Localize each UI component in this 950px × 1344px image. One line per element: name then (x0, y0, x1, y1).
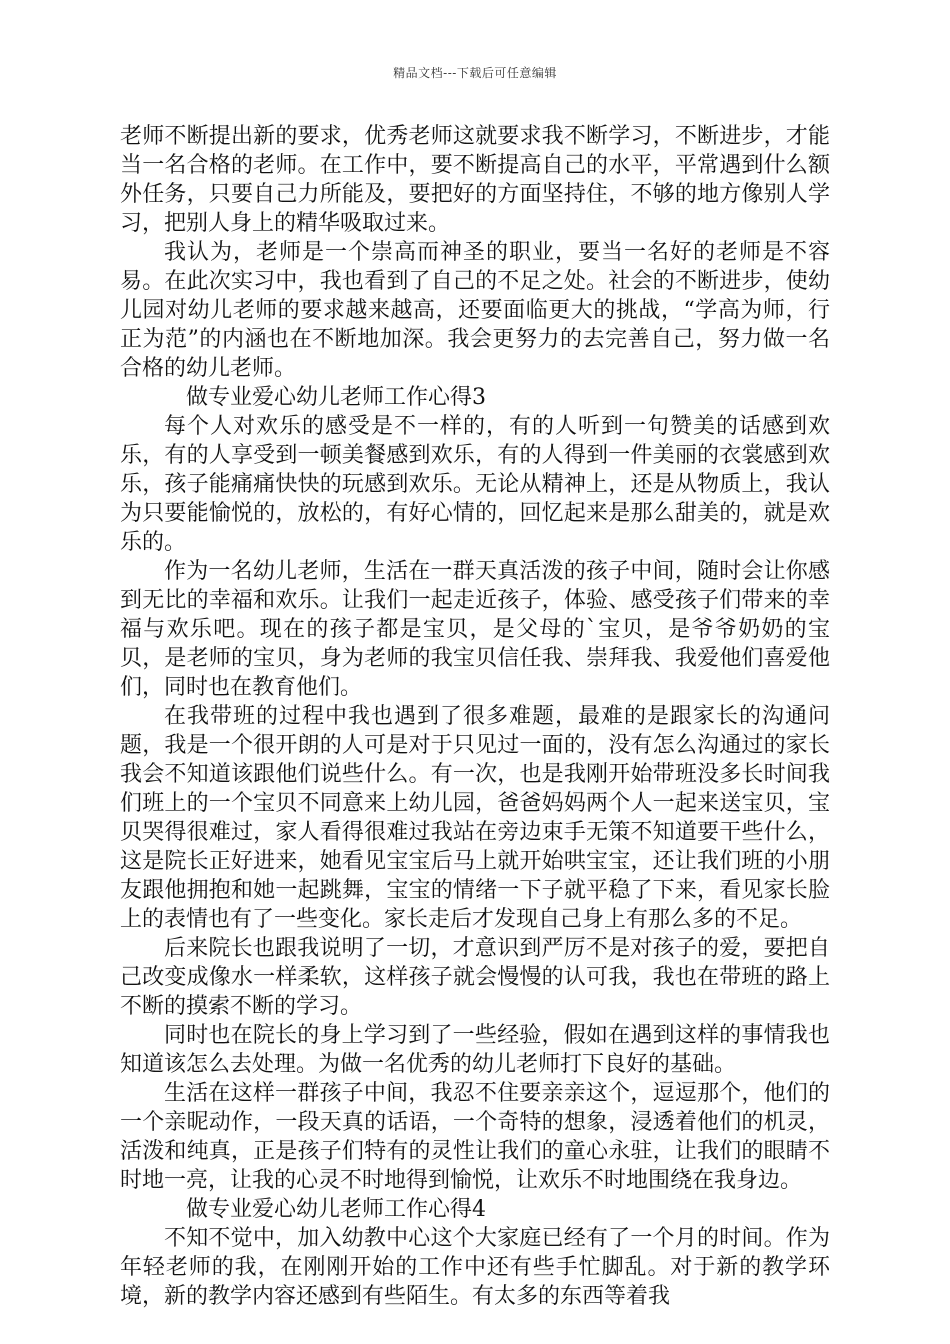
paragraph: 每个人对欢乐的感受是不一样的，有的人听到一句赞美的话感到欢乐，有的人享受到一顿美餐感到欢乐，有的人得到一件美丽的衣裳感到欢乐，孩子能痛痛快快的玩感到欢乐。无论从精神上，还是从物质上，我认为只要能愉悦的，放松的，有好心情的，回忆起来是那么甜美的，就是欢乐的。 (120, 414, 830, 555)
page-header: 精品文档---下载后可任意编辑 (393, 66, 557, 80)
paragraph: 在我带班的过程中我也遇到了很多难题，最难的是跟家长的沟通问题，我是一个很开朗的人可是对于只见过一面的，没有怎么沟通过的家长我会不知道该跟他们说些什么。有一次，也是我刚开始带班没多长时间我们班上的一个宝贝不同意来上幼儿园，爸爸妈妈两个人一起来送宝贝，宝贝哭得很难过，家人看得很难过我站在旁边束手无策不知道要干些什么，这是院长正好进来，她看见宝宝后马上就开始哄宝宝，还让我们班的小朋友跟他拥抱和她一起跳舞，宝宝的情绪一下子就平稳了下来，看见家长脸上的表情也有了一些变化。家长走后才发现自己身上有那么多的不足。 (120, 704, 830, 932)
paragraph: 老师不断提出新的要求，优秀老师这就要求我不断学习，不断进步，才能当一名合格的老师。在工作中，要不断提高自己的水平，平常遇到什么额外任务，只要自己力所能及，要把好的方面坚持住，不够的地方像别人学习，把别人身上的精华吸取过来。 (120, 124, 830, 236)
section-heading: 做专业爱心幼儿老师工作心得4 (186, 1197, 486, 1222)
document-body (120, 122, 830, 1311)
paragraph: 生活在这样一群孩子中间，我忍不住要亲亲这个，逗逗那个，他们的一个亲昵动作，一段天真的话语，一个奇特的想象，浸透着他们的机灵，活泼和纯真，正是孩子们特有的灵性让我们的童心永驻，让我们的眼睛不时地一亮，让我的心灵不时地得到愉悦，让欢乐不时地围绕在我身边。 (120, 1081, 830, 1193)
paragraph: 同时也在院长的身上学习到了一些经验，假如在遇到这样的事情我也知道该怎么去处理。为做一名优秀的幼儿老师打下良好的基础。 (120, 1023, 830, 1077)
paragraph: 不知不觉中，加入幼教中心这个大家庭已经有了一个月的时间。作为年轻老师的我，在刚刚开始的工作中还有些手忙脚乱。对于新的教学环境，新的教学内容还感到有些陌生。有太多的东西等着我 (120, 1226, 830, 1309)
paragraph: 后来院长也跟我说明了一切，才意识到严厉不是对孩子的爱，要把自己改变成像水一样柔软，这样孩子就会慢慢的认可我，我也在带班的路上不断的摸索不断的学习。 (120, 936, 830, 1019)
paragraph: 我认为，老师是一个崇高而神圣的职业，要当一名好的老师是不容易。在此次实习中，我也看到了自己的不足之处。社会的不断进步，使幼儿园对幼儿老师的要求越来越高，还要面临更大的挑战，“学高为师，行正为范”的内涵也在不断地加深。我会更努力的去完善自己，努力做一名合格的幼儿老师。 (120, 240, 830, 381)
paragraph: 作为一名幼儿老师，生活在一群天真活泼的孩子中间，随时会让你感到无比的幸福和欢乐。让我们一起走近孩子，体验、感受孩子们带来的幸福与欢乐吧。现在的孩子都是宝贝，是父母的`宝贝，是爷爷奶奶的宝贝，是老师的宝贝，身为老师的我宝贝信任我、崇拜我、我爱他们喜爱他们，同时也在教育他们。 (120, 559, 830, 700)
section-heading: 做专业爱心幼儿老师工作心得3 (186, 385, 486, 410)
